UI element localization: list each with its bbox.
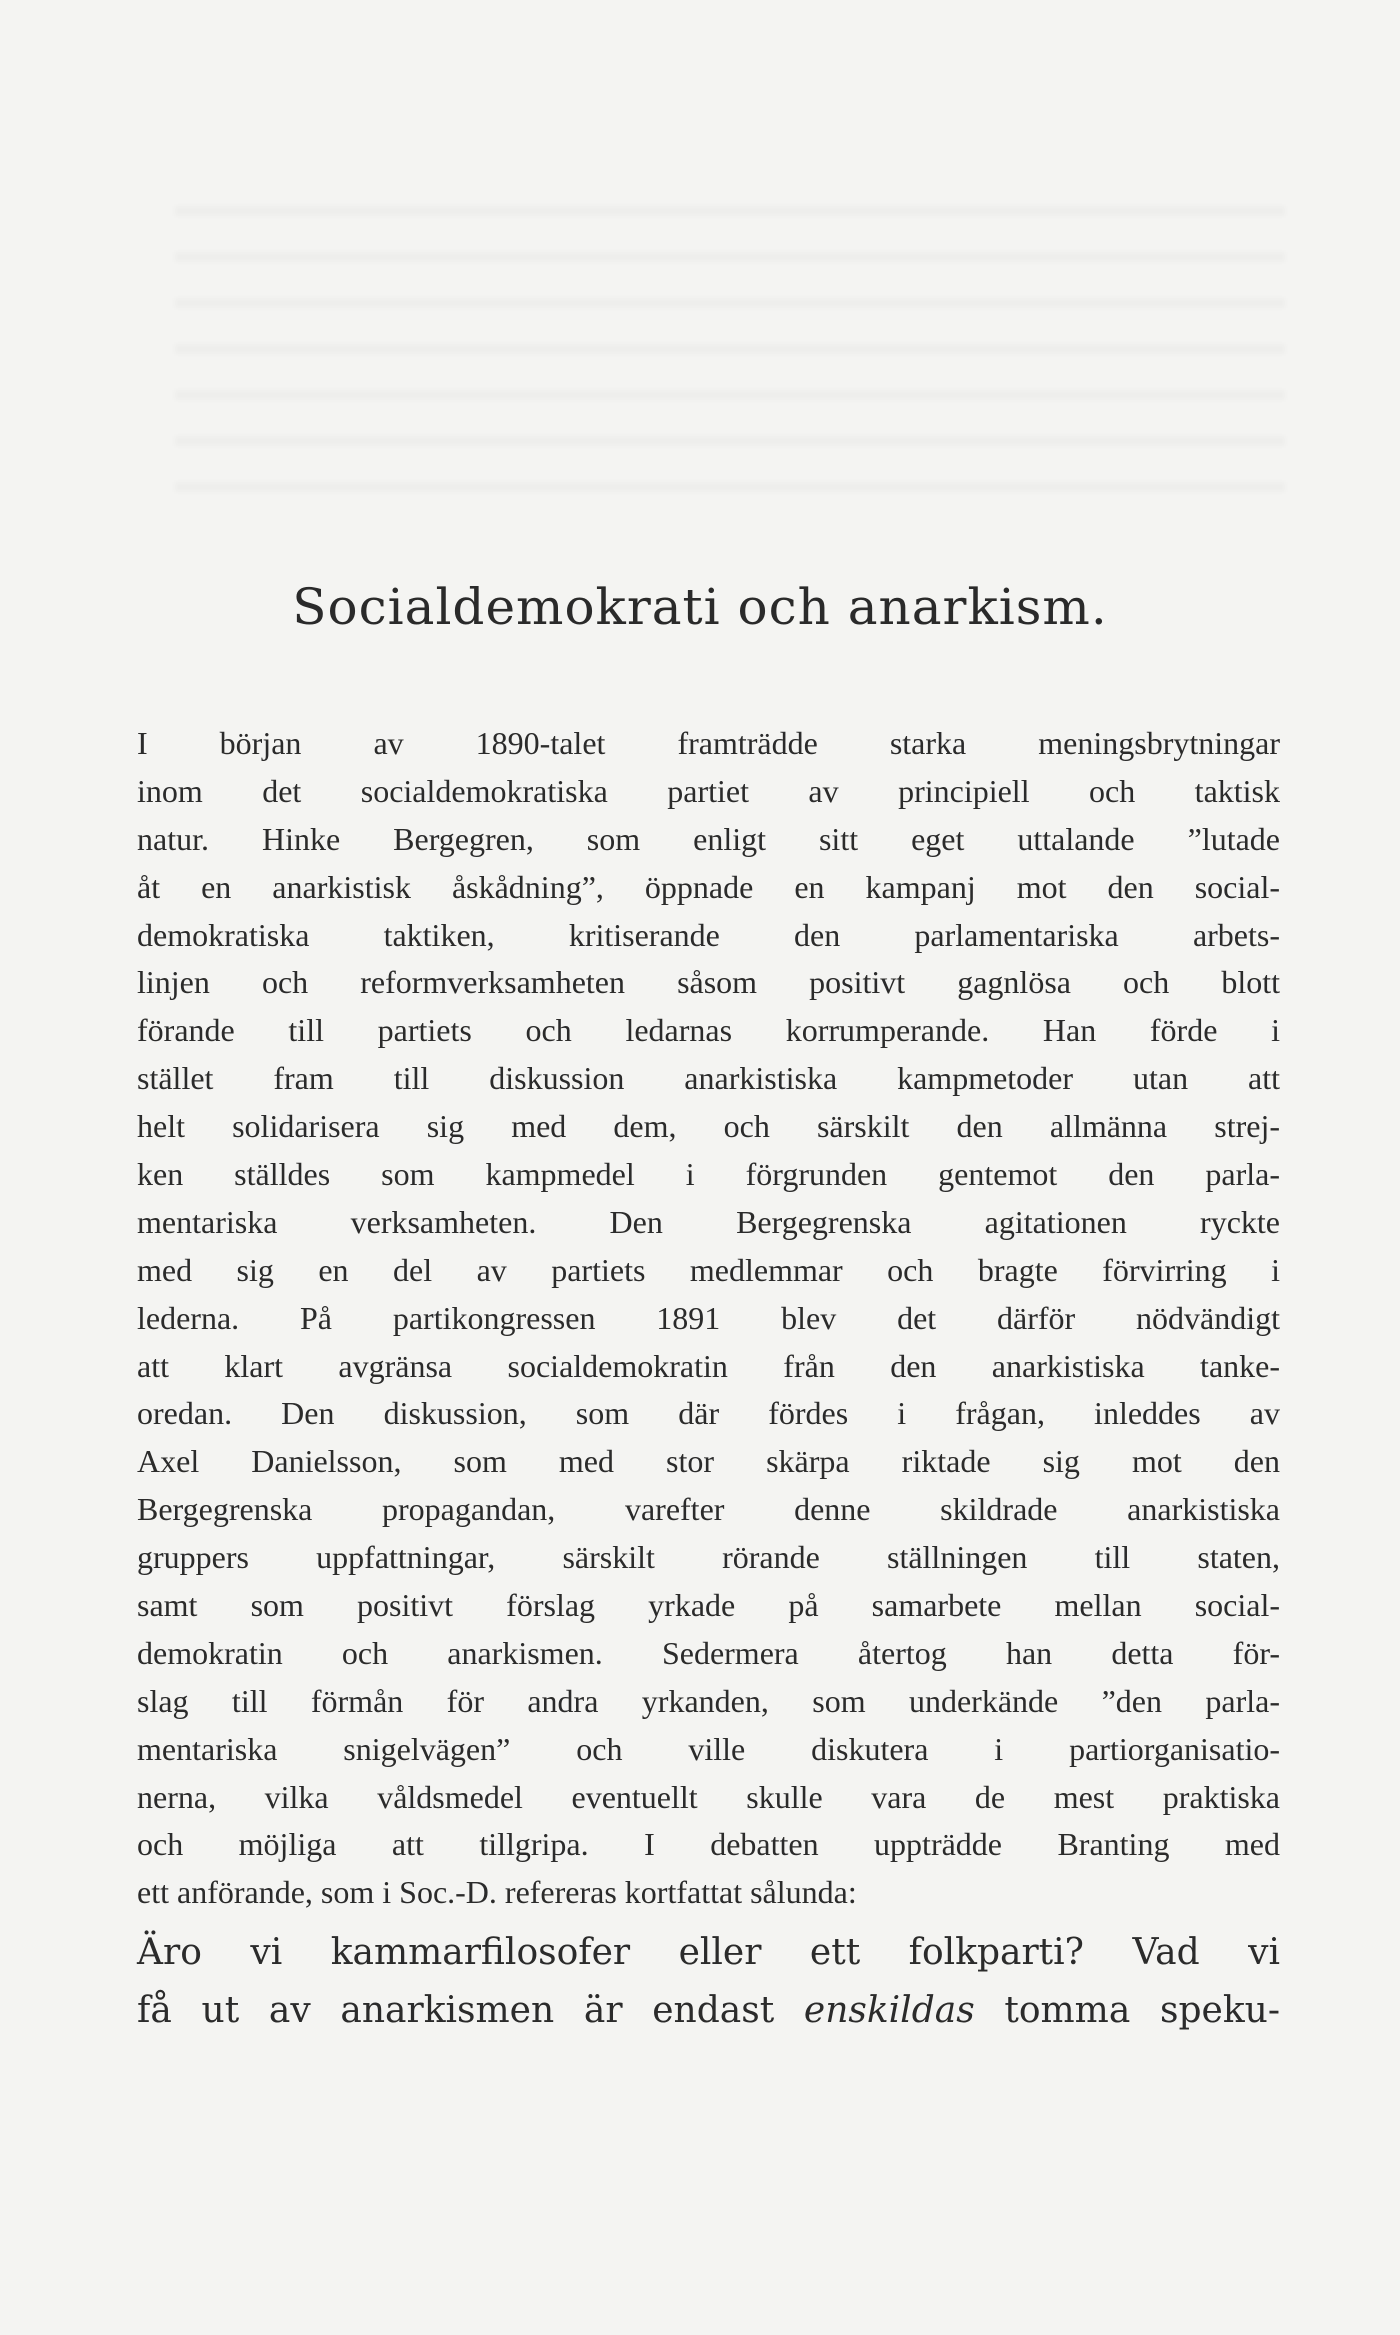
paragraph-line: helt solidarisera sig med dem, och särskilt den allmänna strej- <box>137 1108 1280 1145</box>
quoted-speech <box>137 1924 1280 2040</box>
chapter-title: Socialdemokrati och anarkism. <box>292 578 1108 636</box>
paragraph-line: demokratin och anarkismen. Sedermera återtog han detta för- <box>137 1634 1280 1671</box>
paragraph-line: ken ställdes som kampmedel i förgrunden gentemot den parla- <box>137 1156 1280 1193</box>
paragraph-line: samt som positivt förslag yrkade på samarbete mellan social- <box>137 1587 1280 1624</box>
paragraph-line: gruppers uppfattningar, särskilt rörande ställningen till staten, <box>137 1539 1280 1576</box>
paragraph-line: Axel Danielsson, som med stor skärpa riktade sig mot den <box>137 1443 1280 1480</box>
paragraph-line: åt en anarkistisk åskådning”, öppnade en kampanj mot den social- <box>137 868 1280 905</box>
paragraph-line: nerna, vilka våldsmedel eventuellt skulle vara de mest praktiska <box>137 1778 1280 1815</box>
quote-line-1: Äro vi kammarfilosofer eller ett folkparti? Vad vi <box>137 1932 1280 1973</box>
paragraph-line: mentariska verksamheten. Den Bergegrenska agitationen ryckte <box>137 1203 1280 1240</box>
quote-line-2-end: tomma speku- <box>974 1990 1280 2031</box>
paragraph-line: ett anförande, som i Soc.-D. refereras kortfattat sålunda: <box>137 1874 857 1911</box>
paragraph-line: med sig en del av partiets medlemmar och bragte förvirring i <box>137 1251 1280 1288</box>
paragraph-line: förande till partiets och ledarnas korrumperande. Han förde i <box>137 1012 1280 1049</box>
body-paragraph <box>137 720 1280 1917</box>
paragraph-line: att klart avgränsa socialdemokratin från den anarkistiska tanke- <box>137 1347 1280 1384</box>
paragraph-line: oredan. Den diskussion, som där fördes i frågan, inleddes av <box>137 1395 1280 1432</box>
paragraph-line: slag till förmån för andra yrkanden, som underkände ”den parla- <box>137 1682 1280 1719</box>
bleed-through-text <box>175 170 1285 500</box>
quote-emphasis: enskildas <box>803 1990 975 2031</box>
paragraph-line: linjen och reformverksamheten såsom positivt gagnlösa och blott <box>137 964 1280 1001</box>
paragraph-line: mentariska snigelvägen” och ville diskutera i partiorganisatio- <box>137 1730 1280 1767</box>
paragraph-line: och möjliga att tillgripa. I debatten uppträdde Branting med <box>137 1826 1280 1863</box>
paragraph-line: stället fram till diskussion anarkistiska kampmetoder utan att <box>137 1060 1280 1097</box>
paragraph-line: natur. Hinke Bergegren, som enligt sitt eget uttalande ”lutade <box>137 820 1280 857</box>
paragraph-line: Bergegrenska propagandan, varefter denne skildrade anarkistiska <box>137 1491 1280 1528</box>
paragraph-line: inom det socialdemokratiska partiet av principiell och taktisk <box>137 772 1280 809</box>
paragraph-line: I början av 1890-talet framträdde starka meningsbrytningar <box>137 725 1280 761</box>
paragraph-line: lederna. På partikongressen 1891 blev det därför nödvändigt <box>137 1299 1280 1336</box>
quote-line-2 <box>137 1982 1280 2040</box>
quote-line-2-start: få ut av anarkismen är endast <box>137 1990 804 2031</box>
paragraph-line: demokratiska taktiken, kritiserande den parlamentariska arbets- <box>137 916 1280 953</box>
